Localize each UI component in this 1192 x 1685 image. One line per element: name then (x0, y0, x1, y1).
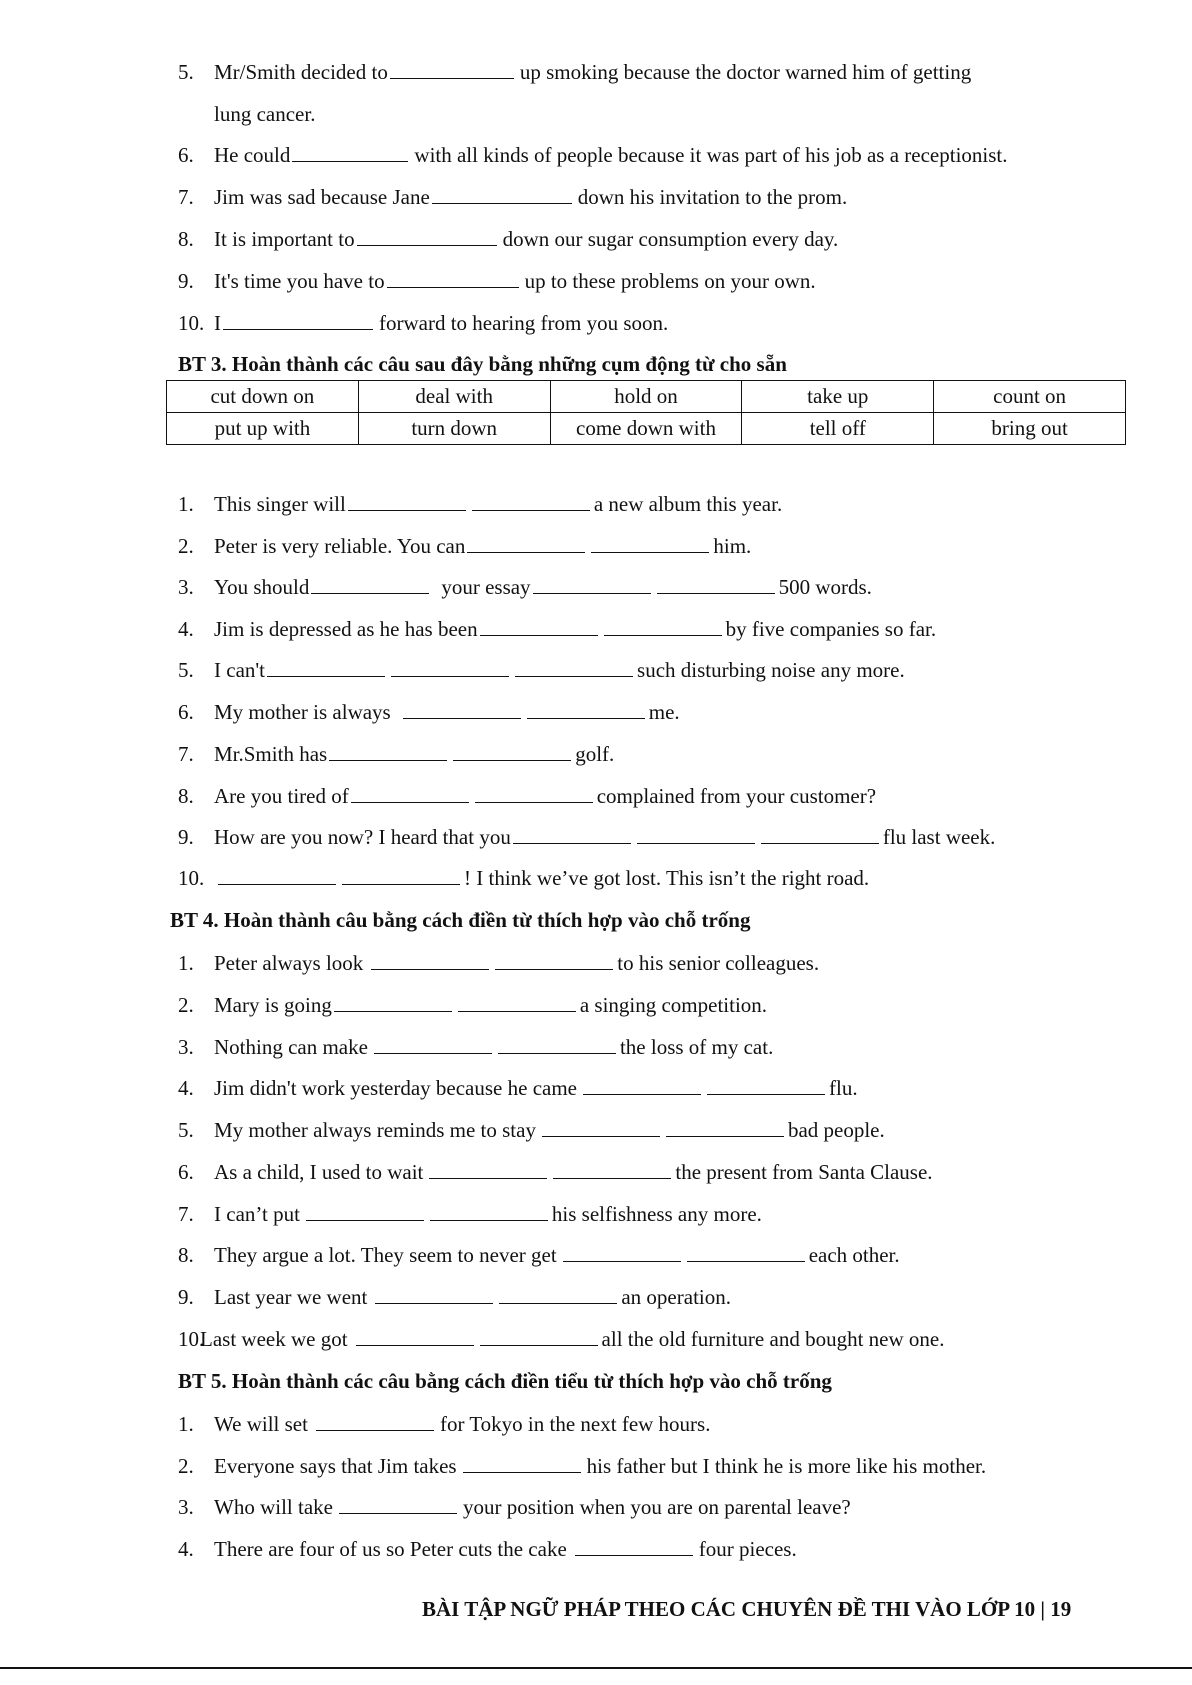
item-text-after: 500 words. (778, 575, 872, 599)
answer-blank[interactable] (472, 494, 590, 511)
item-number: 7. (178, 1202, 194, 1226)
item-text-before: Mr.Smith has (214, 742, 328, 766)
item-number: 5. (178, 1118, 194, 1142)
phrase-cell: come down with (550, 413, 742, 445)
item-text-after: down his invitation to the prom. (577, 185, 848, 209)
item-text-after: with all kinds of people because it was part of his job as a receptionist. (414, 143, 1008, 167)
item-text-after: a singing competition. (579, 993, 768, 1017)
answer-blank[interactable] (356, 1329, 474, 1346)
answer-blank[interactable] (218, 868, 336, 885)
answer-blank[interactable] (563, 1245, 681, 1262)
item-number: 2. (178, 993, 194, 1017)
answer-blank[interactable] (515, 660, 633, 677)
bottom-divider (0, 1667, 1192, 1669)
item-number: 10. (178, 866, 205, 890)
item-text-before: Last week we got (200, 1327, 348, 1351)
answer-blank[interactable] (432, 187, 572, 204)
item-number: 6. (178, 143, 194, 167)
answer-blank[interactable] (334, 995, 452, 1012)
bt2-item-6 (178, 141, 1008, 169)
bt4-item-2 (178, 991, 767, 1019)
answer-blank[interactable] (575, 1539, 693, 1556)
page-footer: BÀI TẬP NGỮ PHÁP THEO CÁC CHUYÊN ĐỀ THI VÀO LỚP 10 | 19 (422, 1597, 1072, 1621)
answer-blank[interactable] (475, 786, 593, 803)
answer-blank[interactable] (429, 1162, 547, 1179)
answer-blank[interactable] (453, 744, 571, 761)
item-number: 4. (178, 1076, 194, 1100)
bt5-item-2 (178, 1452, 986, 1480)
bt3-item-3 (178, 573, 872, 601)
answer-blank[interactable] (371, 953, 489, 970)
item-number: 2. (178, 534, 194, 558)
bt4-item-10: 10.Last week we got all the old furniture and bought new one. (178, 1327, 945, 1351)
item-text-after: to his senior colleagues. (617, 951, 820, 975)
item-text-continued: lung cancer. (214, 102, 316, 126)
bt5-item-4 (178, 1535, 797, 1563)
item-number: 6. (178, 1160, 194, 1184)
item-text-after: golf. (575, 742, 615, 766)
item-text-after: by five companies so far. (725, 617, 937, 641)
item-text-before: Peter always look (214, 951, 364, 975)
answer-blank[interactable] (375, 1287, 493, 1304)
item-number: 3. (178, 1035, 194, 1059)
item-number: 7. (178, 742, 194, 766)
bt5-item-3 (178, 1493, 851, 1521)
item-text-before: Jim didn't work yesterday because he came (214, 1076, 577, 1100)
item-text-before: Mary is going (214, 993, 332, 1017)
bt3-item-8 (178, 782, 876, 810)
item-text-after: him. (713, 534, 752, 558)
item-text-after: all the old furniture and bought new one. (601, 1327, 945, 1351)
item-text-after: such disturbing noise any more. (637, 658, 905, 682)
bt4-item-9 (178, 1283, 731, 1311)
item-number: 1. (178, 1412, 194, 1436)
bt4-item-3 (178, 1033, 773, 1061)
phrase-cell: take up (742, 381, 934, 413)
item-text-before: He could (214, 143, 291, 167)
item-text-before: Everyone says that Jim takes (214, 1454, 457, 1478)
answer-blank[interactable] (591, 536, 709, 553)
bt4-item-7 (178, 1200, 762, 1228)
item-text-before: My mother is always (214, 700, 391, 724)
item-text-middle: your essay (441, 575, 531, 599)
bt4-item-8 (178, 1241, 900, 1269)
item-text-before: As a child, I used to wait (214, 1160, 424, 1184)
answer-blank[interactable] (339, 1497, 457, 1514)
item-number: 9. (178, 825, 194, 849)
item-text-after: flu. (829, 1076, 858, 1100)
answer-blank[interactable] (553, 1162, 671, 1179)
answer-blank[interactable] (311, 577, 429, 594)
bt3-item-6 (178, 698, 680, 726)
answer-blank[interactable] (761, 827, 879, 844)
phrase-cell: put up with (167, 413, 359, 445)
item-text-before: I (214, 311, 221, 335)
bt3-item-4 (178, 615, 936, 643)
item-number: 9. (178, 1285, 194, 1309)
item-text-before: This singer will (214, 492, 346, 516)
answer-blank[interactable] (513, 827, 631, 844)
item-text-before: Mr/Smith decided to (214, 60, 388, 84)
bt2-item-7 (178, 183, 847, 211)
item-text-after: me. (648, 700, 680, 724)
answer-blank[interactable] (403, 702, 521, 719)
item-text-after: bad people. (787, 1118, 885, 1142)
item-number: 1. (178, 951, 194, 975)
item-text-before: Jim was sad because Jane (214, 185, 430, 209)
item-text-before: How are you now? I heard that you (214, 825, 511, 849)
bt2-item-8 (178, 225, 838, 253)
item-text-after: for Tokyo in the next few hours. (439, 1412, 711, 1436)
answer-blank[interactable] (316, 1414, 434, 1431)
item-text-after: the loss of my cat. (619, 1035, 774, 1059)
item-number: 8. (178, 1243, 194, 1267)
answer-blank[interactable] (458, 995, 576, 1012)
item-text-after: four pieces. (698, 1537, 797, 1561)
answer-blank[interactable] (357, 229, 497, 246)
answer-blank[interactable] (657, 577, 775, 594)
phrase-cell: bring out (934, 413, 1126, 445)
item-text-after: his father but I think he is more like his mother. (586, 1454, 987, 1478)
item-text-before: It is important to (214, 227, 355, 251)
item-text-before: I can’t put (214, 1202, 300, 1226)
item-number: 2. (178, 1454, 194, 1478)
item-text-after: down our sugar consumption every day. (502, 227, 839, 251)
bt4-item-6 (178, 1158, 933, 1186)
bt5-heading: BT 5. Hoàn thành các câu bằng cách điền tiểu từ thích hợp vào chỗ trống (178, 1369, 832, 1393)
item-number: 4. (178, 617, 194, 641)
answer-blank[interactable] (480, 619, 598, 636)
bt4-item-4 (178, 1074, 858, 1102)
answer-blank[interactable] (499, 1287, 617, 1304)
phrase-cell: hold on (550, 381, 742, 413)
item-text-before: There are four of us so Peter cuts the cake (214, 1537, 567, 1561)
item-text-before: We will set (214, 1412, 308, 1436)
phrase-cell: cut down on (167, 381, 359, 413)
item-number: 3. (178, 1495, 194, 1519)
item-text-before: They argue a lot. They seem to never get (214, 1243, 557, 1267)
item-text-before: Last year we went (214, 1285, 368, 1309)
item-number: 4. (178, 1537, 194, 1561)
answer-blank[interactable] (542, 1120, 660, 1137)
item-text-before: You should (214, 575, 310, 599)
answer-blank[interactable] (707, 1078, 825, 1095)
item-number: 6. (178, 700, 194, 724)
item-text-after: forward to hearing from you soon. (379, 311, 669, 335)
answer-blank[interactable] (351, 786, 469, 803)
answer-blank[interactable] (463, 1456, 581, 1473)
bt3-heading: BT 3. Hoàn thành các câu sau đây bằng những cụm động từ cho sẵn (178, 352, 787, 376)
item-number: 1. (178, 492, 194, 516)
bt3-item-1 (178, 490, 782, 518)
bt3-item-5 (178, 656, 905, 684)
item-text-after: flu last week. (882, 825, 996, 849)
phrase-cell: tell off (742, 413, 934, 445)
answer-blank[interactable] (374, 1037, 492, 1054)
answer-blank[interactable] (637, 827, 755, 844)
item-number: 7. (178, 185, 194, 209)
answer-blank[interactable] (480, 1329, 598, 1346)
bt4-heading: BT 4. Hoàn thành câu bằng cách điền từ thích hợp vào chỗ trống (170, 908, 751, 932)
answer-blank[interactable] (267, 660, 385, 677)
item-number: 5. (178, 658, 194, 682)
item-text-before: Jim is depressed as he has been (214, 617, 478, 641)
bt4-item-1 (178, 949, 819, 977)
item-text-after: ! I think we’ve got lost. This isn’t the right road. (464, 866, 870, 890)
item-text-after: his selfishness any more. (551, 1202, 762, 1226)
item-text-before: Peter is very reliable. You can (214, 534, 466, 558)
item-number: 3. (178, 575, 194, 599)
answer-blank[interactable] (495, 953, 613, 970)
item-number: 8. (178, 227, 194, 251)
phrase-bank-row (167, 381, 1126, 413)
item-text-before: Who will take (214, 1495, 333, 1519)
answer-blank[interactable] (430, 1204, 548, 1221)
answer-blank[interactable] (583, 1078, 701, 1095)
bt5-item-1 (178, 1410, 710, 1438)
phrase-bank-table (166, 380, 1126, 445)
answer-blank[interactable] (391, 660, 509, 677)
phrase-cell: deal with (358, 381, 550, 413)
item-number: 9. (178, 269, 194, 293)
answer-blank[interactable] (223, 313, 373, 330)
answer-blank[interactable] (306, 1204, 424, 1221)
phrase-bank-row (167, 413, 1126, 445)
item-text-after: up to these problems on your own. (524, 269, 816, 293)
item-number: 5. (178, 60, 194, 84)
bt2-item-5 (178, 58, 971, 86)
answer-blank[interactable] (390, 62, 514, 79)
answer-blank[interactable] (348, 494, 466, 511)
answer-blank[interactable] (329, 744, 447, 761)
item-number: 10. (178, 311, 205, 335)
item-text-before: Nothing can make (214, 1035, 368, 1059)
item-text-after: a new album this year. (593, 492, 783, 516)
answer-blank[interactable] (387, 271, 519, 288)
item-text-after: complained from your customer? (596, 784, 877, 808)
bt3-item-2 (178, 532, 751, 560)
bt2-item-5-continued (214, 100, 315, 128)
item-text-before: Are you tired of (214, 784, 349, 808)
item-text-before: My mother always reminds me to stay (214, 1118, 536, 1142)
bt3-item-9 (178, 823, 995, 851)
answer-blank[interactable] (604, 619, 722, 636)
item-text-before: I can't (214, 658, 266, 682)
bt2-item-9 (178, 267, 816, 295)
item-text-after: up smoking because the doctor warned him of getting (519, 60, 972, 84)
answer-blank[interactable] (527, 702, 645, 719)
item-text-after: your position when you are on parental leave? (462, 1495, 851, 1519)
item-text-after: the present from Santa Clause. (675, 1160, 933, 1184)
answer-blank[interactable] (292, 145, 408, 162)
item-number: 8. (178, 784, 194, 808)
answer-blank[interactable] (467, 536, 585, 553)
item-text-before: It's time you have to (214, 269, 385, 293)
phrase-cell: turn down (358, 413, 550, 445)
bt4-item-5 (178, 1116, 885, 1144)
bt3-item-10 (178, 864, 869, 892)
answer-blank[interactable] (687, 1245, 805, 1262)
answer-blank[interactable] (666, 1120, 784, 1137)
item-text-after: each other. (808, 1243, 900, 1267)
item-text-after: an operation. (621, 1285, 731, 1309)
bt2-item-10 (178, 309, 668, 337)
bt3-item-7 (178, 740, 614, 768)
answer-blank[interactable] (533, 577, 651, 594)
phrase-cell: count on (934, 381, 1126, 413)
answer-blank[interactable] (342, 868, 460, 885)
answer-blank[interactable] (498, 1037, 616, 1054)
